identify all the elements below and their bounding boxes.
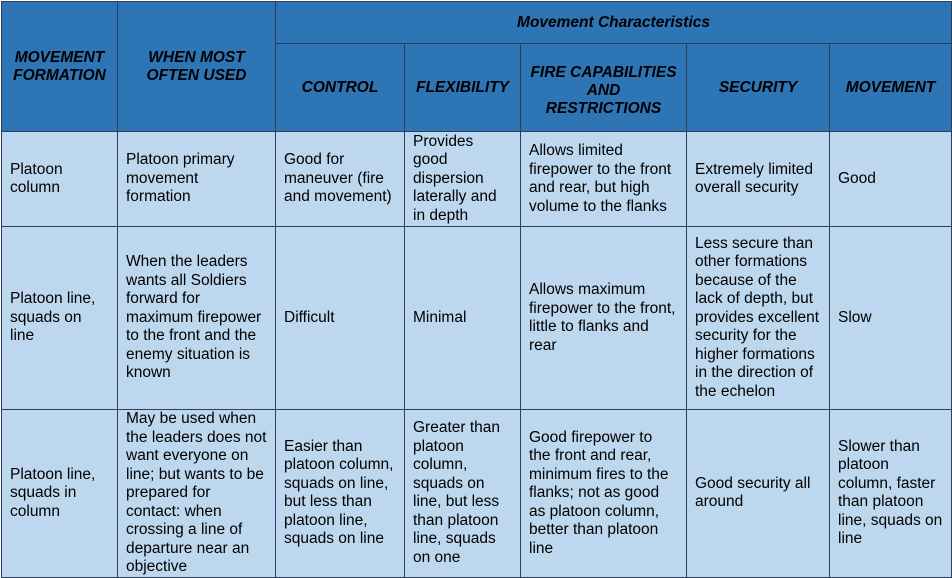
cell-fire: Allows limited firepower to the front and rear, but high volume to the flanks — [521, 132, 687, 227]
cell-when-used: When the leaders wants all Soldiers forward for maximum firepower to the front and the enemy situation is known — [118, 227, 276, 410]
cell-security: Less secure than other formations because of the lack of depth, but provides excellent security for the higher formations in the direction of the echelon — [687, 227, 830, 410]
header-movement-formation: MOVEMENT FORMATION — [2, 2, 118, 132]
header-security: SECURITY — [687, 44, 830, 132]
cell-flexibility: Provides good dispersion laterally and in depth — [405, 132, 521, 227]
cell-flexibility: Greater than platoon column, squads on line, but less than platoon line, squads on one — [405, 410, 521, 578]
cell-when-used: May be used when the leaders does not want everyone on line; but wants to be prepared for contact: when crossing a line of departure near an objective — [118, 410, 276, 578]
table-row — [2, 227, 952, 410]
cell-movement: Slow — [830, 227, 952, 410]
cell-security: Good security all around — [687, 410, 830, 578]
cell-control: Good for maneuver (fire and movement) — [276, 132, 405, 227]
table-row — [2, 410, 952, 578]
cell-when-used: Platoon primary movement formation — [118, 132, 276, 227]
header-control: CONTROL — [276, 44, 405, 132]
cell-security: Extremely limited overall security — [687, 132, 830, 227]
cell-formation: Platoon line, squads in column — [2, 410, 118, 578]
table-row — [2, 132, 952, 227]
cell-control: Difficult — [276, 227, 405, 410]
header-row-top — [2, 2, 952, 44]
header-fire-capabilities: FIRE CAPABILITIES AND RESTRICTIONS — [521, 44, 687, 132]
cell-movement: Good — [830, 132, 952, 227]
cell-formation: Platoon line, squads on line — [2, 227, 118, 410]
cell-fire: Good firepower to the front and rear, minimum fires to the flanks; not as good as platoon column, better than platoon line — [521, 410, 687, 578]
header-movement: MOVEMENT — [830, 44, 952, 132]
header-flexibility: FLEXIBILITY — [405, 44, 521, 132]
cell-control: Easier than platoon column, squads on line, but less than platoon line, squads on line — [276, 410, 405, 578]
movement-formations-table — [1, 1, 952, 578]
cell-formation: Platoon column — [2, 132, 118, 227]
header-movement-characteristics: Movement Characteristics — [276, 2, 952, 44]
header-when-most-often-used: WHEN MOST OFTEN USED — [118, 2, 276, 132]
cell-movement: Slower than platoon column, faster than platoon line, squads on line — [830, 410, 952, 578]
cell-fire: Allows maximum firepower to the front, little to flanks and rear — [521, 227, 687, 410]
cell-flexibility: Minimal — [405, 227, 521, 410]
